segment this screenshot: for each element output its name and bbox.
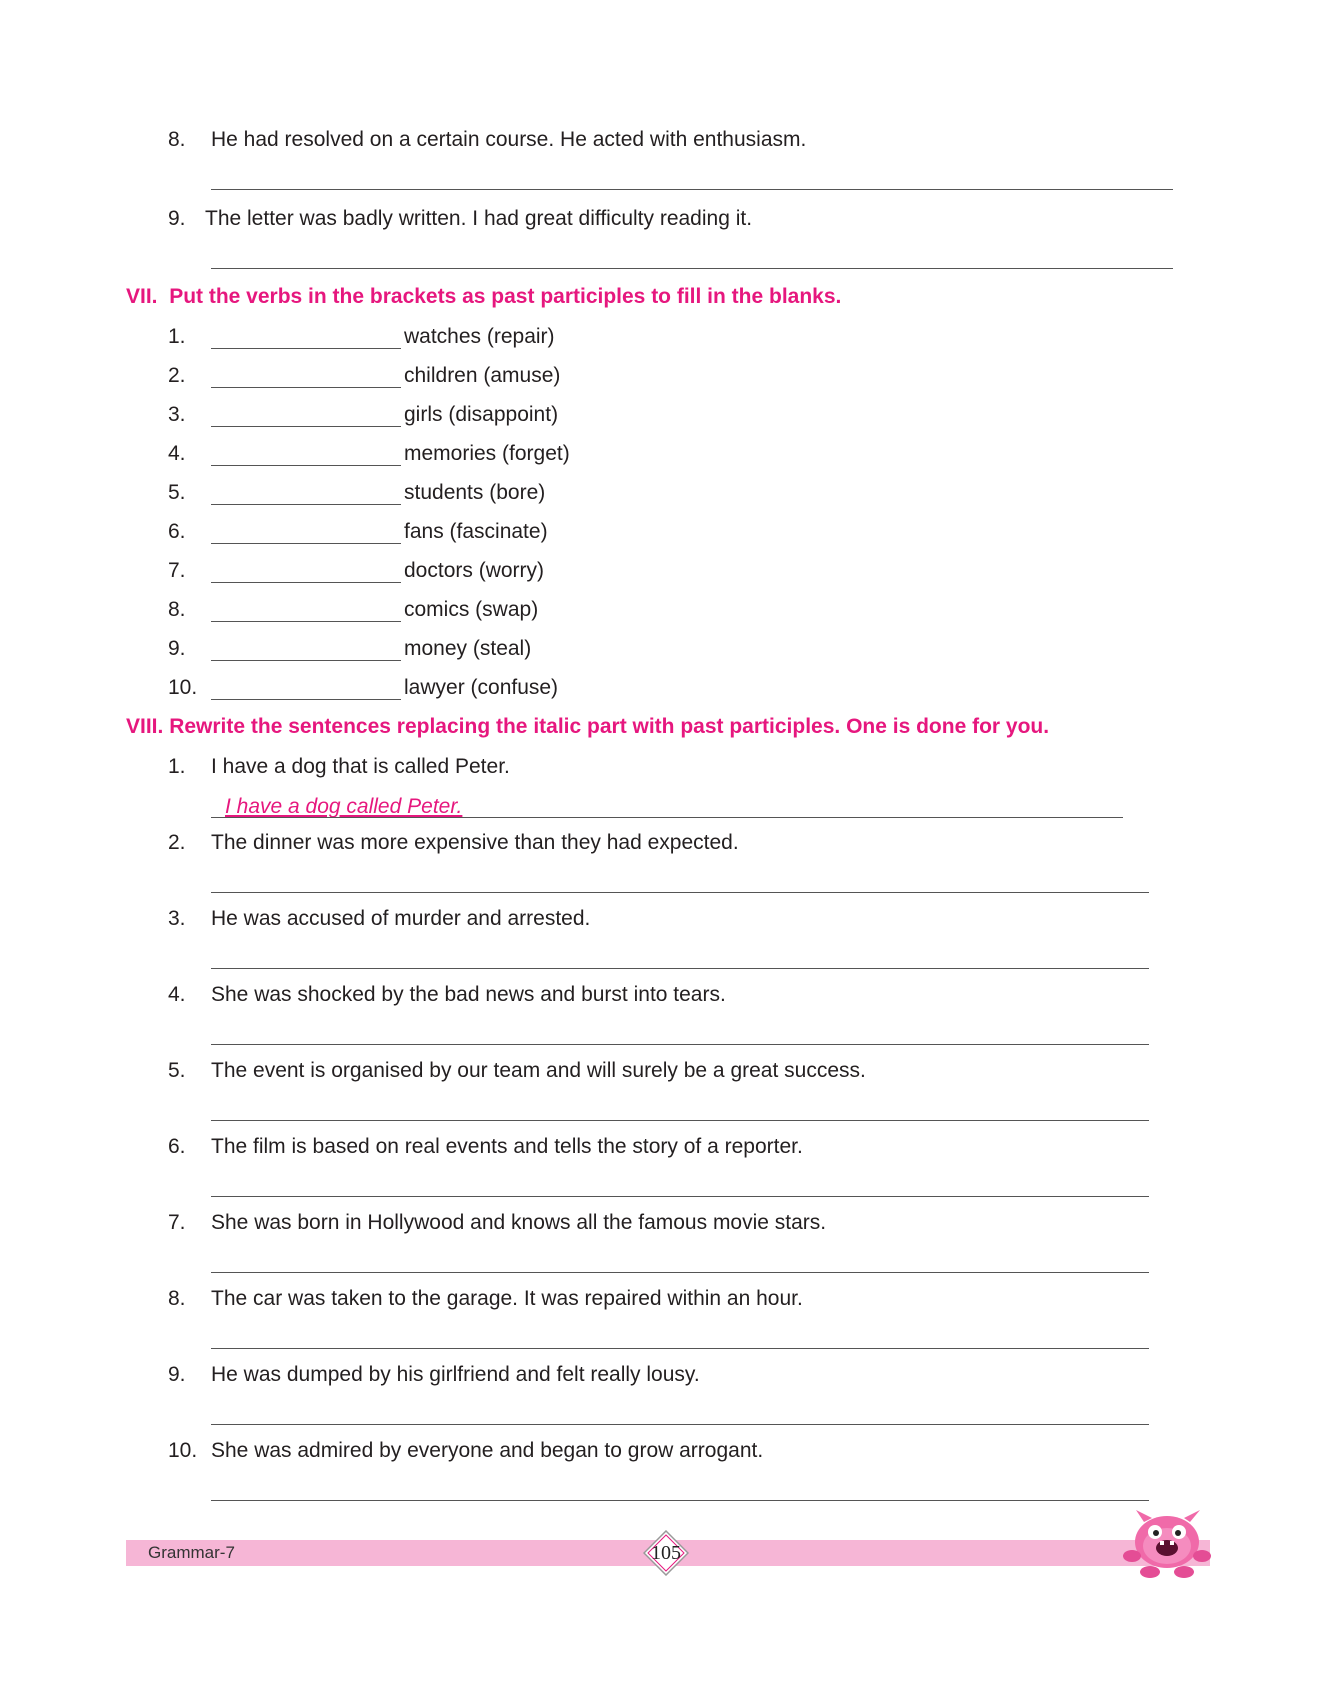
viii-item-number: 3. [168,907,186,930]
vii-item-number: 7. [168,559,186,582]
viii-item-text: I have a dog that is called Peter. [211,755,510,778]
vii-item-number: 5. [168,481,186,504]
top-item-text: The letter was badly written. I had great difficulty reading it. [205,207,753,230]
section-viii-title: Rewrite the sentences replacing the italic part with past participles. One is done for you. [169,715,1050,738]
vii-item-text: money (steal) [404,637,532,660]
viii-item-number: 5. [168,1059,186,1082]
viii-item-text: The dinner was more expensive than they had expected. [211,831,739,854]
vii-item-text: children (amuse) [404,364,561,387]
section-vii-roman: VII. [126,285,158,308]
viii-item-text: He was accused of murder and arrested. [211,907,591,930]
vii-item-text: girls (disappoint) [404,403,559,426]
vii-item-text: comics (swap) [404,598,539,621]
answer-line[interactable] [211,1272,1149,1273]
answer-line[interactable] [211,1120,1149,1121]
vii-item-text: fans (fascinate) [404,520,548,543]
viii-item-text: She was born in Hollywood and knows all the famous movie stars. [211,1211,827,1234]
vii-item-text: watches (repair) [404,325,555,348]
viii-item-text: She was admired by everyone and began to grow arrogant. [211,1439,764,1462]
vii-item-number: 8. [168,598,186,621]
answer-line[interactable] [211,968,1149,969]
fill-blank[interactable] [211,387,401,388]
monster-mascot-icon [1122,1508,1212,1580]
vii-item-text: students (bore) [404,481,546,504]
vii-item-number: 1. [168,325,186,348]
answer-line[interactable] [211,1424,1149,1425]
fill-blank[interactable] [211,504,401,505]
fill-blank[interactable] [211,699,401,700]
viii-item-text: The car was taken to the garage. It was repaired within an hour. [211,1287,803,1310]
fill-blank[interactable] [211,660,401,661]
answer-line[interactable] [211,1348,1149,1349]
vii-item-text: lawyer (confuse) [404,676,559,699]
fill-blank[interactable] [211,621,401,622]
vii-item-number: 4. [168,442,186,465]
viii-item-text: He was dumped by his girlfriend and felt really lousy. [211,1363,700,1386]
section-viii-roman: VIII. [126,715,164,738]
fill-blank[interactable] [211,348,401,349]
vii-item-text: memories (forget) [404,442,570,465]
answer-line[interactable] [211,1196,1149,1197]
viii-item-text: The film is based on real events and tells the story of a reporter. [211,1135,803,1158]
viii-item-text: She was shocked by the bad news and burst into tears. [211,983,726,1006]
vii-item-number: 9. [168,637,186,660]
viii-item-number: 10. [168,1439,198,1462]
top-item-number: 8. [168,128,186,151]
viii-item-number: 6. [168,1135,186,1158]
vii-item-number: 2. [168,364,186,387]
viii-item-number: 4. [168,983,186,1006]
section-vii-heading [126,284,841,310]
answer-line[interactable] [211,1500,1149,1501]
vii-item-number: 6. [168,520,186,543]
fill-blank[interactable] [211,465,401,466]
viii-item-number: 9. [168,1363,186,1386]
viii-item-number: 7. [168,1211,186,1234]
top-item-number: 9. [168,207,186,230]
vii-item-number: 10. [168,676,198,699]
section-viii-heading [126,714,1049,740]
vii-item-text: doctors (worry) [404,559,545,582]
viii-item-text: The event is organised by our team and will surely be a great success. [211,1059,866,1082]
example-answer: I have a dog called Peter. [225,795,463,818]
viii-item-number: 8. [168,1287,186,1310]
fill-blank[interactable] [211,582,401,583]
book-title: Grammar-7 [148,1543,235,1562]
fill-blank[interactable] [211,426,401,427]
answer-line[interactable] [211,1044,1149,1045]
answer-line[interactable] [211,892,1149,893]
section-vii-title: Put the verbs in the brackets as past participles to fill in the blanks. [169,285,842,308]
answer-line[interactable] [211,268,1173,269]
answer-line[interactable] [211,817,1123,818]
answer-line[interactable] [211,189,1173,190]
fill-blank[interactable] [211,543,401,544]
viii-item-number: 1. [168,755,186,778]
vii-item-number: 3. [168,403,186,426]
top-item-text: He had resolved on a certain course. He acted with enthusiasm. [211,128,807,151]
page-number: 105 [651,1542,681,1564]
viii-item-number: 2. [168,831,186,854]
